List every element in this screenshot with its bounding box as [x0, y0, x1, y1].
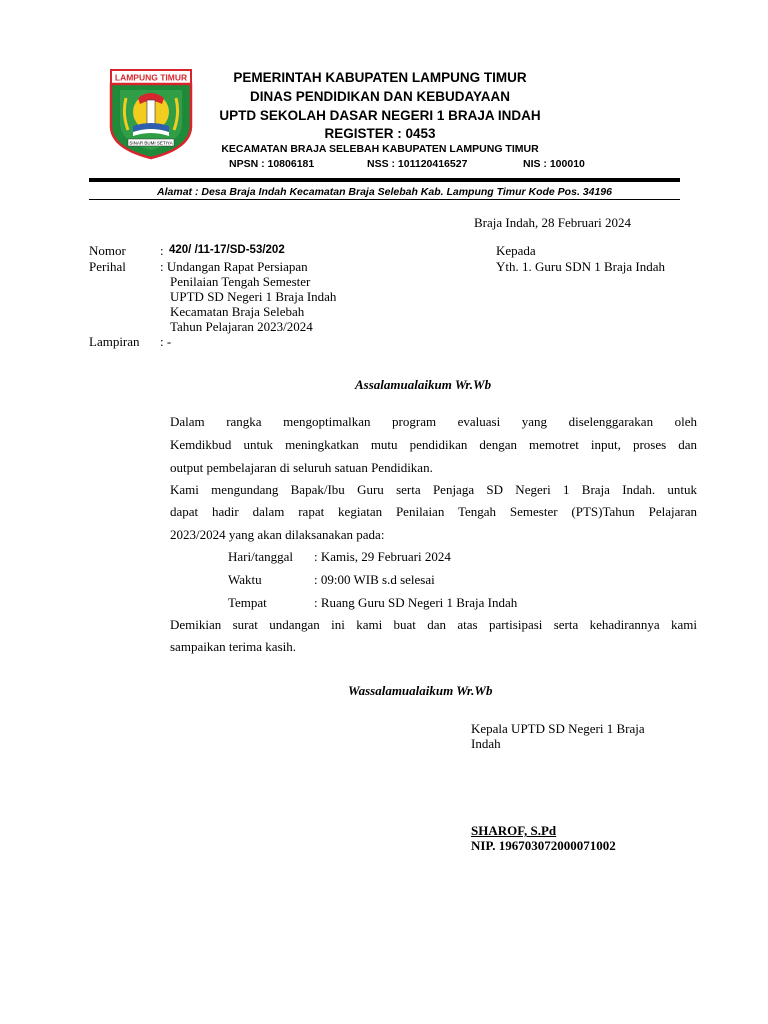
perihal-line: : Undangan Rapat Persiapan [160, 259, 308, 274]
letterhead-government: PEMERINTAH KABUPATEN LAMPUNG TIMUR [233, 70, 527, 85]
signatory-title: Indah [471, 736, 501, 751]
paragraph-2-line: Kami mengundang Bapak/Ibu Guru serta Penjaga SD Negeri 1 Braja Indah. untuk [170, 482, 697, 497]
paragraph-2-line: 2023/2024 yang akan dilaksanakan pada: [170, 527, 385, 542]
detail-label-place: Tempat [228, 595, 267, 610]
paragraph-1-line: output pembelajaran di seluruh satuan Pendidikan. [170, 460, 433, 475]
logo-banner-text: LAMPUNG TIMUR [114, 72, 188, 83]
letterhead-nss: NSS : 101120416527 [367, 158, 468, 170]
letterhead-address: Alamat : Desa Braja Indah Kecamatan Braja Selebah Kab. Lampung Timur Kode Pos. 34196 [157, 186, 612, 198]
detail-value-place: : Ruang Guru SD Negeri 1 Braja Indah [314, 595, 518, 610]
perihal-line: UPTD SD Negeri 1 Braja Indah [170, 289, 337, 304]
perihal-label: Perihal [89, 259, 126, 274]
perihal-line: Kecamatan Braja Selebah [170, 304, 305, 319]
detail-value-time: : 09:00 WIB s.d selesai [314, 572, 435, 587]
perihal-line: Tahun Pelajaran 2023/2024 [170, 319, 313, 334]
lampiran-label: Lampiran [89, 334, 140, 349]
opening-greeting: Assalamualaikum Wr.Wb [355, 377, 492, 392]
perihal-line: Penilaian Tengah Semester [170, 274, 311, 289]
lampung-timur-emblem-logo [108, 68, 194, 160]
detail-label-time: Waktu [228, 572, 262, 587]
letterhead-nis: NIS : 100010 [523, 158, 585, 170]
signatory-title: Kepala UPTD SD Negeri 1 Braja [471, 721, 645, 736]
signatory-name: SHAROF, S.Pd [471, 823, 557, 838]
detail-value-date: : Kamis, 29 Februari 2024 [314, 549, 451, 564]
recipient-kepada: Kepada [496, 243, 536, 258]
paragraph-1-line: Dalam rangka mengoptimalkan program evaluasi yang diselenggarakan oleh [170, 414, 697, 429]
letterhead-divider-thick [89, 178, 680, 182]
paragraph-1-line: Kemdikbud untuk meningkatkan mutu pendidikan dengan memotret input, proses dan [170, 437, 697, 452]
paragraph-3-line: sampaikan terima kasih. [170, 639, 296, 654]
place-and-date: Braja Indah, 28 Februari 2024 [474, 215, 632, 230]
signatory-nip: NIP. 196703072000071002 [471, 838, 616, 853]
nomor-value: 420/ /11-17/SD-53/202 [169, 244, 285, 256]
letterhead-department: DINAS PENDIDIKAN DAN KEBUDAYAAN [249, 89, 511, 104]
paragraph-2-line: dapat hadir dalam rapat kegiatan Penilaian Tengah Semester (PTS)Tahun Pelajaran [170, 504, 697, 519]
letterhead-district: KECAMATAN BRAJA SELEBAH KABUPATEN LAMPUNG TIMUR [221, 143, 539, 155]
recipient-yth: Yth. 1. Guru SDN 1 Braja Indah [496, 259, 665, 274]
paragraph-3-line: Demikian surat undangan ini kami buat dan atas partisipasi serta kehadirannya kami [170, 617, 697, 632]
letterhead-npsn: NPSN : 10806181 [229, 158, 315, 170]
closing-greeting: Wassalamualaikum Wr.Wb [348, 683, 493, 698]
detail-label-date: Hari/tanggal [228, 549, 293, 564]
lampiran-value: : - [160, 334, 172, 349]
nomor-colon: : [160, 243, 164, 258]
nomor-label: Nomor [89, 243, 126, 258]
letterhead-divider-thin [89, 199, 680, 200]
logo-motto-text: SINAR BUMI SETIYA [129, 140, 173, 146]
letterhead-register: REGISTER : 0453 [324, 126, 436, 141]
letterhead-school: UPTD SEKOLAH DASAR NEGERI 1 BRAJA INDAH [219, 108, 541, 123]
